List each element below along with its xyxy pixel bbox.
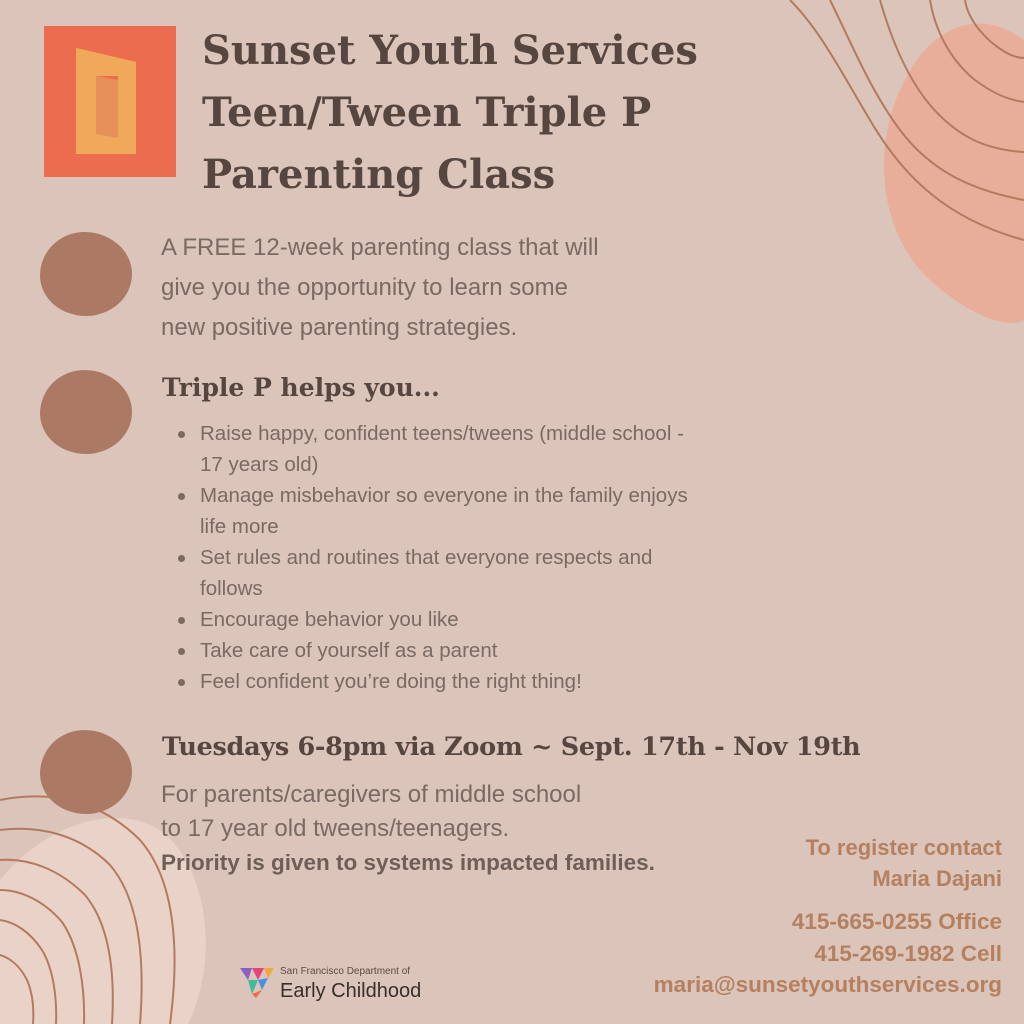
intro-paragraph [161, 228, 721, 348]
bullet-dot-icon [178, 648, 185, 655]
sponsor-small-text: San Francisco Department of [280, 966, 411, 977]
contact-block [654, 832, 1002, 1001]
audience-line-2: to 17 year old tweens/teenagers. [161, 815, 510, 842]
list-item-text: Manage misbehavior so everyone in the family enjoys [200, 484, 688, 507]
list-item-text: Set rules and routines that everyone respects and [200, 546, 653, 569]
list-item-text-cont: life more [200, 515, 279, 538]
list-item [176, 418, 776, 480]
bullet-dot-icon [178, 555, 185, 562]
sponsor-big-text: Early Childhood [280, 980, 422, 1002]
section-dot-helps [40, 370, 132, 454]
title-line-2: Teen/Tween Triple P [202, 89, 652, 136]
sponsor-logo [238, 962, 468, 1006]
intro-line-1: A FREE 12-week parenting class that will [161, 234, 599, 261]
title-line-1: Sunset Youth Services [202, 27, 698, 74]
list-item [176, 480, 776, 542]
list-item-text: Take care of yourself as a parent [200, 639, 498, 662]
email-link[interactable]: maria@sunsetyouthservices.org [653, 972, 1002, 997]
list-item-text: Feel confident you’re doing the right thing! [200, 670, 582, 693]
audience-line-1: For parents/caregivers of middle school [161, 781, 582, 808]
bullet-dot-icon [178, 493, 185, 500]
list-item-text-cont: follows [200, 577, 263, 600]
sunset-logo [44, 26, 176, 177]
list-item [176, 604, 776, 635]
list-item-text: Raise happy, confident teens/tweens (middle school - [200, 422, 684, 445]
list-item [176, 666, 776, 697]
list-item [176, 635, 776, 666]
intro-line-3: new positive parenting strategies. [161, 314, 518, 341]
bullet-dot-icon [178, 431, 185, 438]
pink-blob [884, 24, 1024, 323]
cell-phone[interactable]: 415-269-1982 Cell [814, 940, 1002, 966]
register-label: To register contact [805, 835, 1002, 860]
bullet-dot-icon [178, 617, 185, 624]
audience-paragraph [161, 778, 655, 880]
list-item-text-cont: 17 years old) [200, 453, 319, 476]
list-item [176, 542, 776, 604]
office-phone[interactable]: 415-665-0255 Office [791, 909, 1002, 934]
benefits-list [176, 418, 776, 697]
bullet-dot-icon [178, 679, 185, 686]
section-dot-intro [40, 232, 132, 316]
dec-triangle-icon [238, 964, 276, 1000]
priority-note: Priority is given to systems impacted families. [161, 850, 655, 875]
page-title [202, 20, 812, 206]
helps-heading: Triple P helps you... [162, 373, 440, 402]
list-item-text: Encourage behavior you like [200, 608, 459, 631]
contact-name: Maria Dajani [872, 866, 1002, 891]
schedule-heading: Tuesdays 6-8pm via Zoom ~ Sept. 17th - Nov 19th [162, 732, 861, 762]
title-line-3: Parenting Class [202, 151, 556, 198]
intro-line-2: give you the opportunity to learn some [161, 274, 568, 301]
section-dot-schedule [40, 730, 132, 814]
open-door-icon [44, 26, 176, 177]
